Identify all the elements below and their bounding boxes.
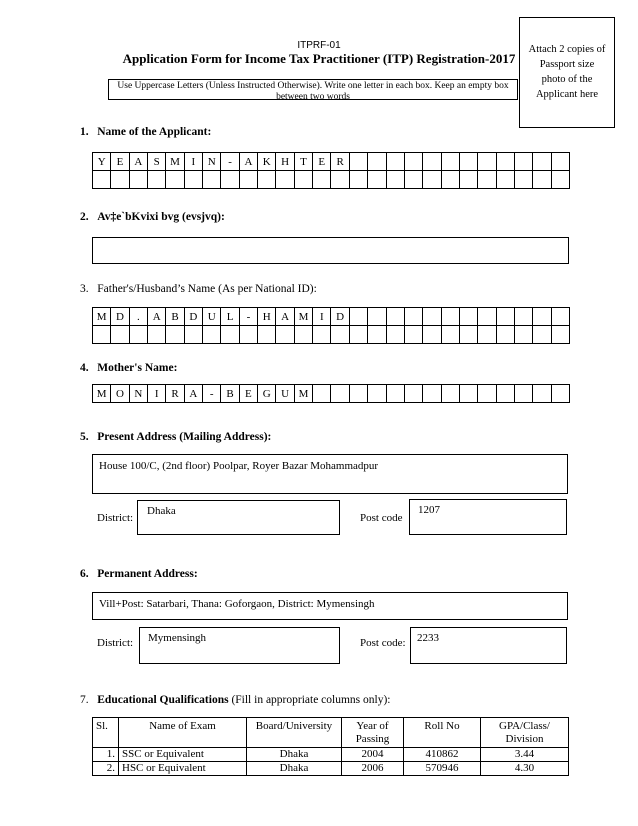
letter-box[interactable] <box>423 385 441 403</box>
cell-board[interactable]: Dhaka <box>247 762 342 776</box>
section-4-heading <box>80 362 177 374</box>
section-note: (Fill in appropriate columns only): <box>228 694 391 706</box>
col-header-year: Year of Passing <box>342 718 404 748</box>
letter-box[interactable]: G <box>258 385 276 403</box>
letter-box[interactable]: - <box>203 385 221 403</box>
letter-box[interactable]: E <box>111 153 129 171</box>
cell-gpa[interactable]: 3.44 <box>481 748 569 762</box>
letter-box[interactable] <box>349 153 367 171</box>
letter-box[interactable]: E <box>313 153 331 171</box>
section-label: Name of the Applicant: <box>97 126 212 138</box>
letter-box[interactable] <box>496 326 514 344</box>
cell-exam[interactable]: HSC or Equivalent <box>119 762 247 776</box>
letter-box[interactable] <box>111 171 129 189</box>
letter-box[interactable] <box>331 326 349 344</box>
section-label: Educational Qualifications <box>97 694 229 706</box>
letter-box[interactable] <box>441 153 459 171</box>
letter-box[interactable] <box>551 326 569 344</box>
letter-box[interactable] <box>551 308 569 326</box>
letter-box[interactable] <box>239 171 257 189</box>
letter-box[interactable]: M <box>294 385 312 403</box>
letter-box[interactable]: K <box>258 153 276 171</box>
present-district-field[interactable] <box>137 500 340 535</box>
letter-box[interactable] <box>276 326 294 344</box>
letter-box[interactable] <box>423 308 441 326</box>
letter-box[interactable] <box>423 153 441 171</box>
section-label: Father's/Husband’s Name (As per National ID): <box>97 283 317 295</box>
letter-box[interactable] <box>496 153 514 171</box>
section-5-heading <box>80 431 271 443</box>
letter-box[interactable] <box>459 153 477 171</box>
father-name-grid[interactable] <box>92 307 570 344</box>
letter-box[interactable] <box>441 308 459 326</box>
cell-sl: 1. <box>93 748 119 762</box>
present-address-field[interactable] <box>92 454 568 494</box>
letter-box[interactable] <box>203 326 221 344</box>
letter-box[interactable]: R <box>331 153 349 171</box>
letter-row <box>93 326 570 344</box>
letter-box[interactable] <box>423 326 441 344</box>
permanent-postcode-value: 2233 <box>417 632 439 644</box>
letter-box[interactable] <box>423 171 441 189</box>
letter-box[interactable]: - <box>239 308 257 326</box>
letter-box[interactable] <box>368 385 386 403</box>
letter-box[interactable] <box>459 171 477 189</box>
letter-box[interactable] <box>313 385 331 403</box>
letter-box[interactable]: U <box>276 385 294 403</box>
col-header-gpa: GPA/Class/ Division <box>481 718 569 748</box>
table-row <box>93 762 569 776</box>
letter-row <box>93 385 570 403</box>
cell-year[interactable]: 2004 <box>342 748 404 762</box>
letter-box[interactable]: N <box>129 385 147 403</box>
letter-box[interactable] <box>203 171 221 189</box>
letter-box[interactable] <box>478 326 496 344</box>
present-postcode-label: Post code <box>360 512 403 524</box>
education-header-row <box>93 718 569 748</box>
letter-box[interactable] <box>478 153 496 171</box>
present-district-value: Dhaka <box>147 505 176 517</box>
letter-box[interactable] <box>514 385 532 403</box>
letter-box[interactable] <box>514 308 532 326</box>
section-number: 2. <box>80 211 89 223</box>
letter-box[interactable]: . <box>129 308 147 326</box>
letter-box[interactable] <box>111 326 129 344</box>
section-number: 7. <box>80 694 89 706</box>
letter-box[interactable] <box>551 153 569 171</box>
letter-box[interactable] <box>441 326 459 344</box>
letter-box[interactable] <box>386 326 404 344</box>
section-6-heading <box>80 568 198 580</box>
letter-box[interactable] <box>496 308 514 326</box>
letter-box[interactable] <box>459 326 477 344</box>
letter-box[interactable]: I <box>148 385 166 403</box>
section-3-heading <box>80 283 317 295</box>
letter-box[interactable] <box>148 326 166 344</box>
section-number: 3. <box>80 283 89 295</box>
letter-box[interactable] <box>93 326 111 344</box>
present-postcode-field[interactable] <box>409 499 567 535</box>
letter-box[interactable]: M <box>93 385 111 403</box>
letter-box[interactable] <box>368 153 386 171</box>
permanent-postcode-label: Post code: <box>360 637 406 649</box>
letter-box[interactable]: I <box>184 153 202 171</box>
letter-box[interactable] <box>349 308 367 326</box>
letter-row <box>93 171 570 189</box>
section-2-heading <box>80 211 225 223</box>
letter-box[interactable] <box>93 171 111 189</box>
letter-box[interactable] <box>129 326 147 344</box>
cell-sl: 2. <box>93 762 119 776</box>
letter-box[interactable] <box>404 171 422 189</box>
letter-row <box>93 153 570 171</box>
letter-box[interactable]: H <box>258 308 276 326</box>
permanent-address-field[interactable] <box>92 592 568 620</box>
letter-box[interactable] <box>551 385 569 403</box>
letter-box[interactable] <box>239 326 257 344</box>
present-district-label: District: <box>97 512 134 524</box>
letter-box[interactable] <box>533 308 551 326</box>
letter-box[interactable] <box>404 153 422 171</box>
col-header-sl: Sl. <box>93 718 119 748</box>
letter-box[interactable]: U <box>203 308 221 326</box>
section-number: 1. <box>80 126 89 138</box>
letter-box[interactable]: A <box>148 308 166 326</box>
letter-box[interactable]: L <box>221 308 239 326</box>
letter-box[interactable] <box>294 326 312 344</box>
permanent-district-field[interactable] <box>139 627 340 664</box>
letter-box[interactable] <box>478 308 496 326</box>
letter-box[interactable]: T <box>294 153 312 171</box>
letter-box[interactable]: I <box>313 308 331 326</box>
letter-box[interactable] <box>496 171 514 189</box>
letter-box[interactable] <box>313 171 331 189</box>
letter-box[interactable]: M <box>294 308 312 326</box>
letter-box[interactable]: E <box>239 385 257 403</box>
section-number: 6. <box>80 568 89 580</box>
photo-box <box>519 17 615 128</box>
cell-roll[interactable]: 570946 <box>404 762 481 776</box>
permanent-district-value: Mymensingh <box>148 632 207 644</box>
letter-box[interactable]: O <box>111 385 129 403</box>
letter-box[interactable] <box>459 308 477 326</box>
mother-name-grid[interactable] <box>92 384 570 403</box>
section-label: Present Address (Mailing Address): <box>97 431 272 443</box>
letter-box[interactable]: H <box>276 153 294 171</box>
cell-gpa[interactable]: 4.30 <box>481 762 569 776</box>
letter-box[interactable] <box>386 153 404 171</box>
letter-box[interactable] <box>496 385 514 403</box>
section-number: 5. <box>80 431 89 443</box>
permanent-district-label: District: <box>97 637 134 649</box>
photo-text-line: photo of the <box>541 74 593 85</box>
cell-roll[interactable]: 410862 <box>404 748 481 762</box>
letter-box[interactable] <box>368 308 386 326</box>
letter-box[interactable] <box>294 171 312 189</box>
letter-box[interactable] <box>441 171 459 189</box>
letter-box[interactable]: A <box>239 153 257 171</box>
letter-box[interactable] <box>533 326 551 344</box>
section-label: Mother's Name: <box>97 362 178 374</box>
section-number: 4. <box>80 362 89 374</box>
section-1-heading <box>80 126 211 138</box>
letter-box[interactable]: R <box>166 385 184 403</box>
letter-box[interactable]: A <box>184 385 202 403</box>
letter-box[interactable] <box>331 385 349 403</box>
cell-year[interactable]: 2006 <box>342 762 404 776</box>
letter-box[interactable] <box>349 171 367 189</box>
letter-box[interactable] <box>478 385 496 403</box>
letter-box[interactable] <box>184 326 202 344</box>
letter-box[interactable]: M <box>93 308 111 326</box>
table-row <box>93 748 569 762</box>
instructions-box: Use Uppercase Letters (Unless Instructed Otherwise). Write one letter in each box. Keep an empty box between two words <box>108 79 518 100</box>
letter-box[interactable] <box>349 385 367 403</box>
letter-box[interactable]: M <box>166 153 184 171</box>
photo-text-line: Attach 2 copies of <box>528 44 606 55</box>
letter-box[interactable] <box>551 171 569 189</box>
col-header-exam: Name of Exam <box>119 718 247 748</box>
letter-box[interactable] <box>404 326 422 344</box>
letter-box[interactable] <box>349 326 367 344</box>
permanent-postcode-field[interactable] <box>410 627 567 664</box>
letter-box[interactable] <box>478 171 496 189</box>
letter-box[interactable] <box>514 326 532 344</box>
letter-box[interactable]: D <box>111 308 129 326</box>
present-address-value: House 100/C, (2nd floor) Poolpar, Royer Bazar Mohammadpur <box>99 460 379 472</box>
permanent-address-value: Vill+Post: Satarbari, Thana: Goforgaon, District: Mymensingh <box>99 598 375 610</box>
letter-box[interactable] <box>459 385 477 403</box>
letter-box[interactable] <box>368 326 386 344</box>
letter-box[interactable] <box>514 171 532 189</box>
letter-box[interactable] <box>276 171 294 189</box>
letter-box[interactable] <box>533 385 551 403</box>
letter-box[interactable] <box>258 326 276 344</box>
letter-box[interactable]: A <box>276 308 294 326</box>
letter-box[interactable] <box>404 308 422 326</box>
letter-box[interactable] <box>313 326 331 344</box>
bangla-name-field[interactable] <box>92 237 569 264</box>
letter-box[interactable]: A <box>129 153 147 171</box>
letter-box[interactable] <box>184 171 202 189</box>
letter-box[interactable]: - <box>221 153 239 171</box>
section-7-heading <box>80 694 391 706</box>
letter-box[interactable] <box>258 171 276 189</box>
letter-box[interactable] <box>386 171 404 189</box>
letter-box[interactable] <box>404 385 422 403</box>
letter-box[interactable]: D <box>331 308 349 326</box>
letter-box[interactable] <box>331 171 349 189</box>
letter-box[interactable] <box>514 153 532 171</box>
photo-text-line: Applicant here <box>535 89 599 100</box>
letter-box[interactable]: D <box>184 308 202 326</box>
present-postcode-value: 1207 <box>418 504 440 516</box>
letter-row <box>93 308 570 326</box>
letter-box[interactable] <box>148 171 166 189</box>
letter-box[interactable] <box>221 326 239 344</box>
letter-box[interactable]: Y <box>93 153 111 171</box>
applicant-name-grid[interactable] <box>92 152 570 189</box>
form-title: Application Form for Income Tax Practitioner (ITP) Registration-2017 <box>122 51 516 66</box>
letter-box[interactable]: S <box>148 153 166 171</box>
cell-exam[interactable]: SSC or Equivalent <box>119 748 247 762</box>
col-header-roll: Roll No <box>404 718 481 748</box>
education-table <box>92 717 569 776</box>
cell-board[interactable]: Dhaka <box>247 748 342 762</box>
letter-box[interactable] <box>386 308 404 326</box>
letter-box[interactable] <box>533 171 551 189</box>
letter-box[interactable] <box>221 171 239 189</box>
letter-box[interactable] <box>129 171 147 189</box>
letter-box[interactable] <box>533 153 551 171</box>
letter-box[interactable] <box>441 385 459 403</box>
photo-text-line: Passport size <box>539 59 595 70</box>
letter-box[interactable] <box>166 326 184 344</box>
letter-box[interactable]: B <box>221 385 239 403</box>
letter-box[interactable] <box>386 385 404 403</box>
section-label: Permanent Address: <box>97 568 198 580</box>
letter-box[interactable] <box>368 171 386 189</box>
section-label: Av‡e`bKvixi bvg (evsjvq): <box>97 211 225 223</box>
letter-box[interactable]: N <box>203 153 221 171</box>
form-code: ITPRF-01 <box>297 40 341 51</box>
letter-box[interactable] <box>166 171 184 189</box>
letter-box[interactable]: B <box>166 308 184 326</box>
col-header-board: Board/University <box>247 718 342 748</box>
